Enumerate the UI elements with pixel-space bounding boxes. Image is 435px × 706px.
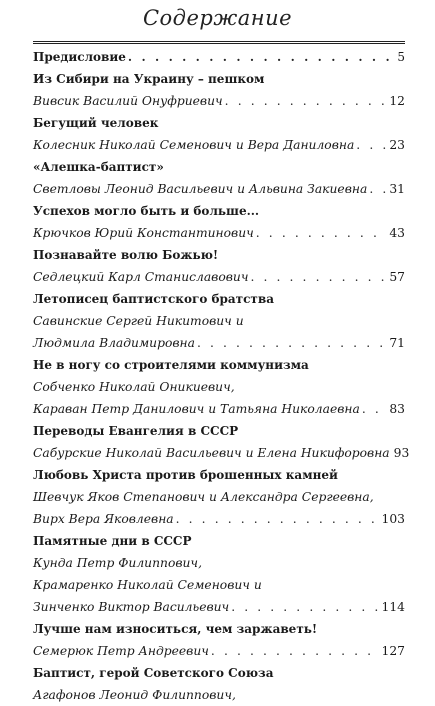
toc-author-line [33, 134, 405, 156]
toc-entry-text: Лучше нам износиться, чем заржаветь! [33, 622, 318, 636]
toc-entry-text: Седлецкий Карл Станиславович [33, 270, 249, 284]
toc-author-line [33, 222, 405, 244]
toc-chapter-title [33, 288, 405, 310]
toc-entry-text: Савинские Сергей Никитович и [33, 314, 244, 328]
page-number: 57 [389, 270, 405, 284]
toc-author-line [33, 442, 410, 464]
toc-entry-text: Крючков Юрий Константинович [33, 226, 254, 240]
dot-leader [256, 222, 388, 244]
toc-chapter-title [33, 112, 405, 134]
toc-entry-text: Любовь Христа против брошенных камней [33, 468, 338, 482]
toc-author-line [33, 90, 405, 112]
toc-entry-text: Бегущий человек [33, 116, 159, 130]
toc-author-line [33, 376, 405, 398]
page-number: 5 [397, 50, 405, 64]
dot-leader [362, 398, 388, 420]
toc-author-line [33, 574, 405, 596]
title-divider [33, 41, 405, 44]
page-title: Содержание [142, 6, 293, 30]
page-number: 114 [381, 600, 405, 614]
toc-author-line [33, 508, 405, 530]
dot-leader [250, 266, 387, 288]
page-number: 23 [389, 138, 405, 152]
toc-entry-text: Предисловие [33, 50, 126, 64]
page-number: 12 [389, 94, 405, 108]
toc-chapter-title [33, 662, 405, 684]
toc-entry-text: Шевчук Яков Степанович и Александра Сергеевна, [33, 490, 374, 504]
page-number: 127 [381, 644, 405, 658]
toc-chapter-title [33, 464, 405, 486]
dot-leader [211, 640, 380, 662]
toc-author-line [33, 266, 405, 288]
toc-list [33, 46, 410, 706]
toc-author-line [33, 596, 405, 618]
dot-leader [128, 46, 395, 68]
toc-chapter-title [33, 244, 405, 266]
toc-entry-text: Кунда Петр Филиппович, [33, 556, 202, 570]
toc-entry-text: Светловы Леонид Васильевич и Альвина Закиевна [33, 182, 368, 196]
toc-author-line [33, 552, 405, 574]
toc-author-line [33, 310, 405, 332]
toc-entry-text: Вирх Вера Яковлевна [33, 512, 174, 526]
dot-leader [356, 134, 387, 156]
dot-leader [225, 90, 388, 112]
page-number: 83 [389, 402, 405, 416]
toc-entry-text: Летописец баптистского братства [33, 292, 274, 306]
toc-entry-text: Переводы Евангелия в СССР [33, 424, 239, 438]
toc-entry-text: Собченко Николай Оникиевич, [33, 380, 235, 394]
toc-entry-text: Зинченко Виктор Васильевич [33, 600, 230, 614]
toc-chapter-title [33, 354, 405, 376]
toc-entry-text: Людмила Владимировна [33, 336, 195, 350]
dot-leader [369, 178, 387, 200]
toc-chapter-title [33, 68, 405, 90]
toc-chapter-title [33, 46, 405, 68]
dot-leader [231, 596, 379, 618]
toc-chapter-title [33, 420, 405, 442]
page-number: 71 [389, 336, 405, 350]
toc-entry-text: Успехов могло быть и больше... [33, 204, 260, 218]
dot-leader [176, 508, 380, 530]
page-number: 43 [389, 226, 405, 240]
page-number: 31 [389, 182, 405, 196]
toc-entry-text: Памятные дни в СССР [33, 534, 192, 548]
page-number: 93 [393, 446, 410, 460]
toc-chapter-title [33, 530, 405, 552]
toc-author-line [33, 398, 405, 420]
toc-entry-text: Сабурские Николай Васильевич и Елена Никифоровна [33, 446, 390, 460]
toc-entry-text: Семерюк Петр Андреевич [33, 644, 209, 658]
toc-chapter-title [33, 618, 405, 640]
toc-author-line [33, 640, 405, 662]
toc-entry-text: Познавайте волю Божью! [33, 248, 219, 262]
toc-entry-text: Караван Петр Данилович и Татьяна Николаевна [33, 402, 360, 416]
toc-author-line [33, 486, 405, 508]
toc-author-line [33, 684, 405, 706]
dot-leader [197, 332, 387, 354]
toc-author-line [33, 332, 405, 354]
toc-entry-text: Баптист, герой Советского Союза [33, 666, 274, 680]
toc-author-line [33, 178, 405, 200]
toc-entry-text: Агафонов Леонид Филиппович, [33, 688, 236, 702]
toc-entry-text: Колесник Николай Семенович и Вера Даниловна [33, 138, 355, 152]
page-number: 103 [381, 512, 405, 526]
toc-entry-text: Не в ногу со строителями коммунизма [33, 358, 309, 372]
toc-entry-text: «Алешка-баптист» [33, 160, 164, 174]
toc-chapter-title [33, 200, 405, 222]
toc-entry-text: Из Сибири на Украину – пешком [33, 72, 265, 86]
toc-chapter-title [33, 156, 405, 178]
toc-entry-text: Вивсик Василий Онуфриевич [33, 94, 223, 108]
toc-entry-text: Крамаренко Николай Семенович и [33, 578, 262, 592]
